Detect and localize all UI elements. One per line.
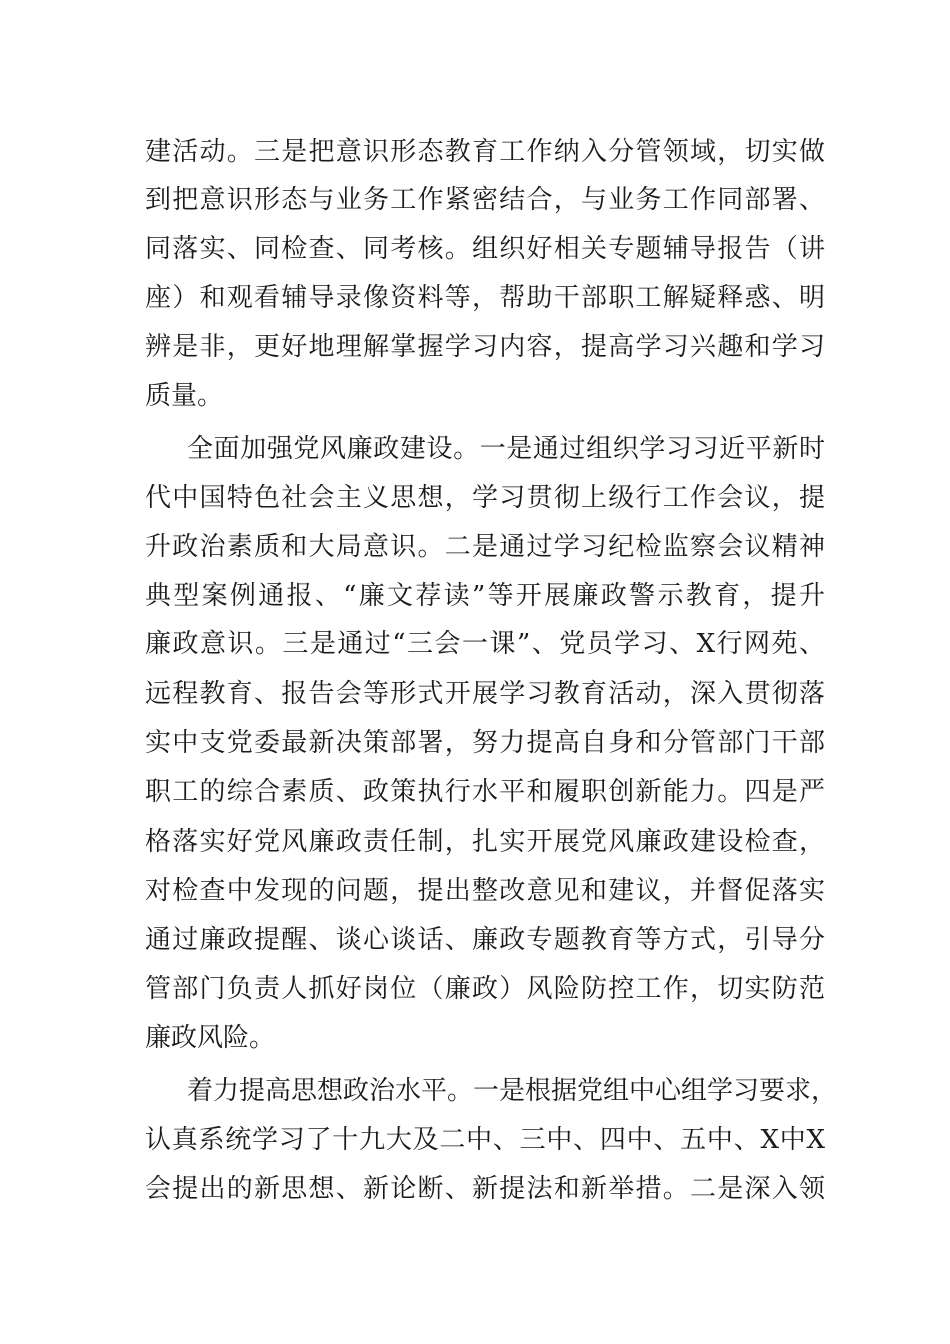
text-line: 格落实好党风廉政责任制，扎实开展党风廉政建设检查， [145,827,825,857]
text-line: 远程教育、报告会等形式开展学习教育活动，深入贯彻落 [145,679,825,709]
text-line: 廉政风险。 [145,1023,276,1053]
text-line: 通过廉政提醒、谈心谈话、廉政专题教育等方式，引导分 [145,925,825,955]
text-line: 管部门负责人抓好岗位（廉政）风险防控工作，切实防范 [145,974,825,1004]
text-line: 同落实、同检查、同考核。组织好相关专题辅导报告（讲 [145,234,825,264]
paragraph-first-line: 着力提高思想政治水平。一是根据党组中心组学习要求， [187,1076,838,1106]
paragraph-first-line: 全面加强党风廉政建设。一是通过组织学习习近平新时 [187,434,825,464]
text-line: 典型案例通报、“廉文荐读”等开展廉政警示教育，提升 [145,581,825,611]
text-line: 质量。 [145,381,224,411]
text-line: 会提出的新思想、新论断、新提法和新举措。二是深入领 [145,1174,825,1204]
text-line: 代中国特色社会主义思想，学习贯彻上级行工作会议，提 [145,483,825,513]
text-line: 实中支党委最新决策部署，努力提高自身和分管部门干部 [145,728,825,758]
text-line: 升政治素质和大局意识。二是通过学习纪检监察会议精神 [145,532,825,562]
text-line: 认真系统学习了十九大及二中、三中、四中、五中、X中X [145,1125,825,1155]
text-line: 座）和观看辅导录像资料等，帮助干部职工解疑释惑、明 [145,283,825,313]
text-line: 建活动。三是把意识形态教育工作纳入分管领域，切实做 [145,137,825,167]
text-line: 职工的综合素质、政策执行水平和履职创新能力。四是严 [145,777,825,807]
text-line: 廉政意识。三是通过“三会一课”、党员学习、X行网苑、 [145,629,825,659]
text-line: 对检查中发现的问题，提出整改意见和建议，并督促落实 [145,876,825,906]
text-line: 到把意识形态与业务工作紧密结合，与业务工作同部署、 [145,185,825,215]
text-line: 辨是非，更好地理解掌握学习内容，提高学习兴趣和学习 [145,332,825,362]
